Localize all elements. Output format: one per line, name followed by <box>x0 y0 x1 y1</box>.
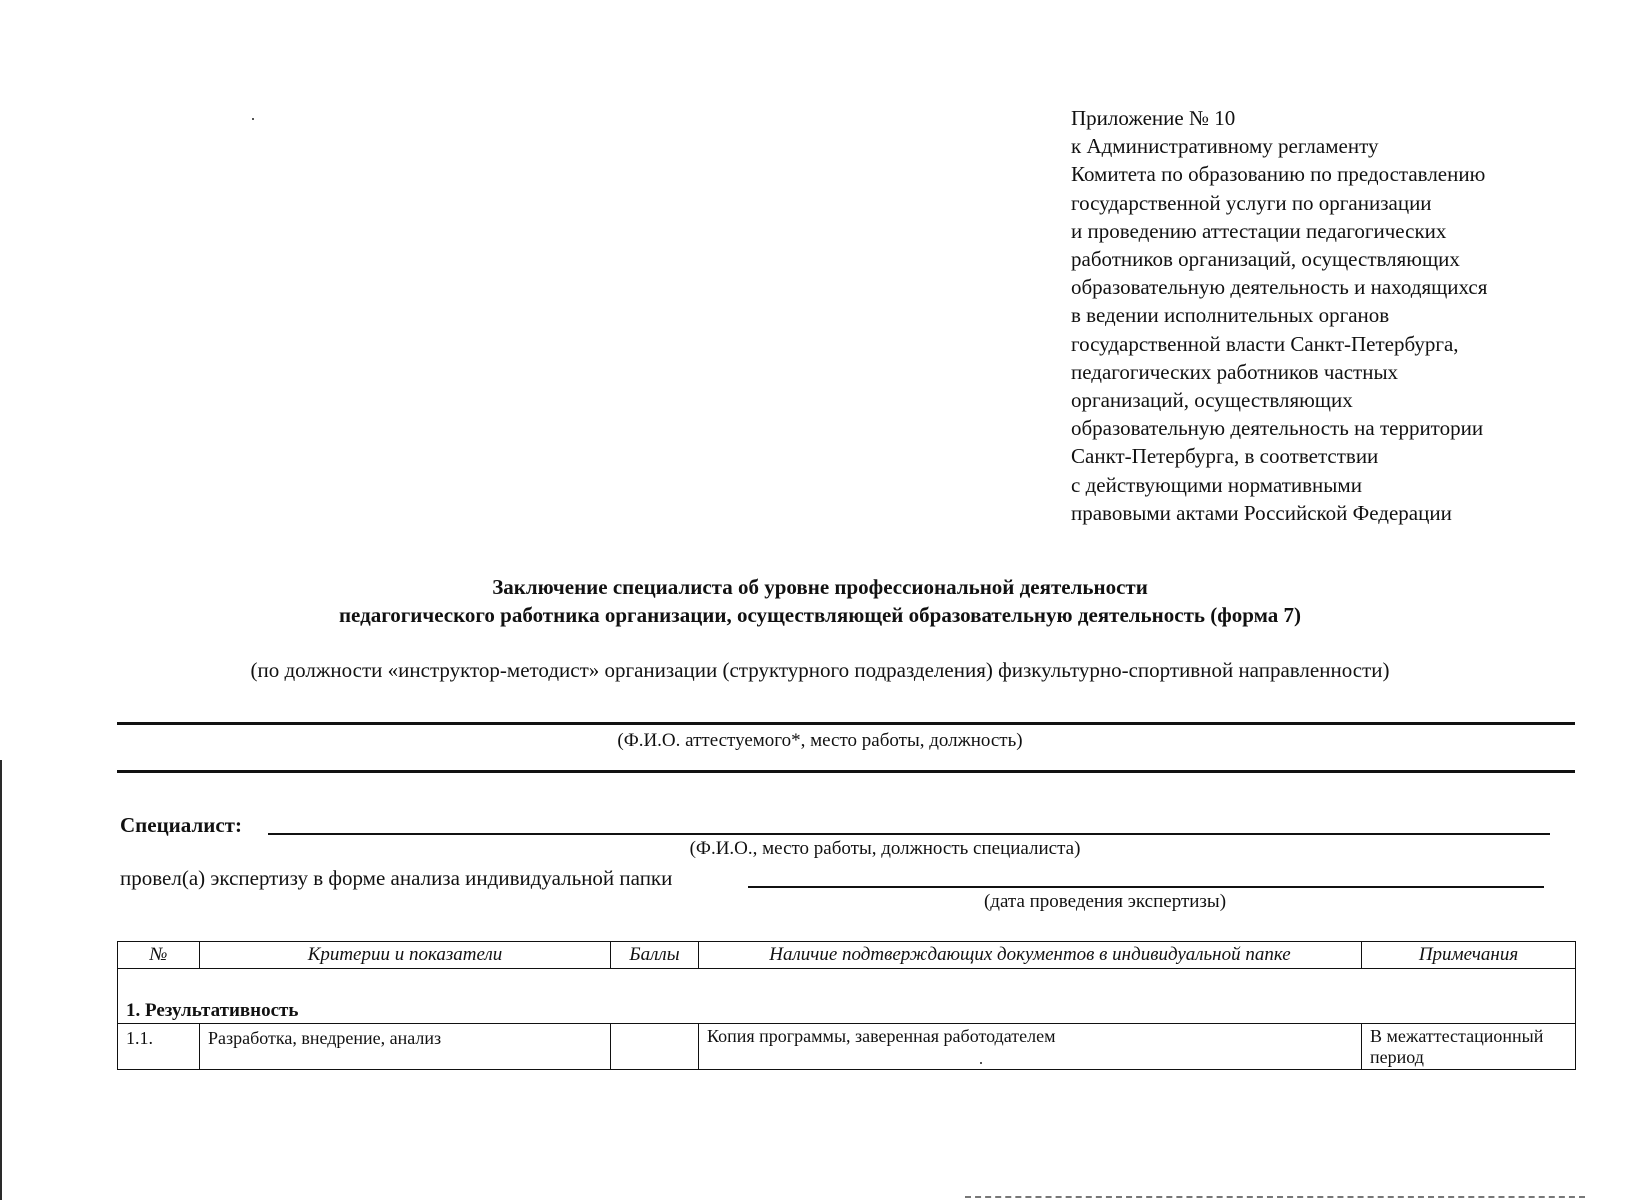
row-criteria: Разработка, внедрение, анализ <box>200 1024 611 1070</box>
attestee-top-line <box>117 722 1575 725</box>
scan-speck <box>252 118 254 120</box>
scan-edge-mark <box>0 760 2 1200</box>
row-documents: Копия программы, заверенная работодателем <box>699 1024 1362 1070</box>
appendix-line: Комитета по образованию по предоставлению <box>1071 162 1486 187</box>
attestee-caption: (Ф.И.О. аттестуемого*, место работы, должность) <box>617 730 1023 751</box>
appendix-line: образовательную деятельность на территории <box>1071 416 1484 441</box>
appendix-block <box>1071 104 1591 527</box>
header-score: Баллы <box>611 942 699 969</box>
specialist-label: Специалист: <box>120 813 242 837</box>
appendix-line: к Административному регламенту <box>1071 134 1379 159</box>
appendix-line: правовыми актами Российской Федерации <box>1071 500 1452 525</box>
appendix-line: государственной услуги по организации <box>1071 190 1432 215</box>
header-documents: Наличие подтверждающих документов в индивидуальной папке <box>699 942 1362 969</box>
expertise-caption: (дата проведения экспертизы) <box>983 891 1227 912</box>
header-criteria: Критерии и показатели <box>200 942 611 969</box>
appendix-line: в ведении исполнительных органов <box>1071 303 1390 328</box>
scan-speck <box>980 1062 982 1064</box>
appendix-line: работников организаций, осуществляющих <box>1071 247 1460 272</box>
row-number: 1.1. <box>118 1024 200 1070</box>
section-row <box>118 969 1576 1024</box>
row-notes: В межаттестационный период <box>1362 1024 1576 1070</box>
appendix-line: с действующими нормативными <box>1071 472 1362 497</box>
section-title: 1. Результативность <box>118 969 1576 1024</box>
header-number: № <box>118 942 200 969</box>
appendix-line: Приложение № 10 <box>1071 106 1236 130</box>
specialist-caption: (Ф.И.О., место работы, должность специалиста) <box>689 838 1081 859</box>
header-notes: Примечания <box>1362 942 1576 969</box>
appendix-line: и проведению аттестации педагогических <box>1071 218 1447 243</box>
expertise-label: провел(а) экспертизу в форме анализа индивидуальной папки <box>120 866 673 890</box>
scan-bottom-dashes <box>965 1196 1585 1198</box>
table-row <box>118 1024 1576 1070</box>
appendix-line: государственной власти Санкт-Петербурга, <box>1071 331 1459 356</box>
appendix-line: Санкт-Петербурга, в соответствии <box>1071 444 1379 469</box>
expertise-date-line[interactable] <box>748 886 1544 888</box>
document-title-line-2: педагогического работника организации, осуществляющей образовательную деятельность (форма 7) <box>338 603 1302 627</box>
table-header-row <box>118 942 1576 969</box>
specialist-fill-line[interactable] <box>268 833 1550 835</box>
row-score[interactable] <box>611 1024 699 1070</box>
document-title-line-1: Заключение специалиста об уровне профессиональной деятельности <box>492 575 1148 599</box>
appendix-line: организаций, осуществляющих <box>1071 388 1353 413</box>
appendix-line: педагогических работников частных <box>1071 359 1399 384</box>
attestee-bottom-line <box>117 770 1575 773</box>
criteria-table <box>117 941 1576 1070</box>
document-subtitle: (по должности «инструктор-методист» организации (структурного подразделения) физкультурно-спортивной направленности) <box>250 658 1390 682</box>
appendix-line: образовательную деятельность и находящихся <box>1071 275 1488 300</box>
